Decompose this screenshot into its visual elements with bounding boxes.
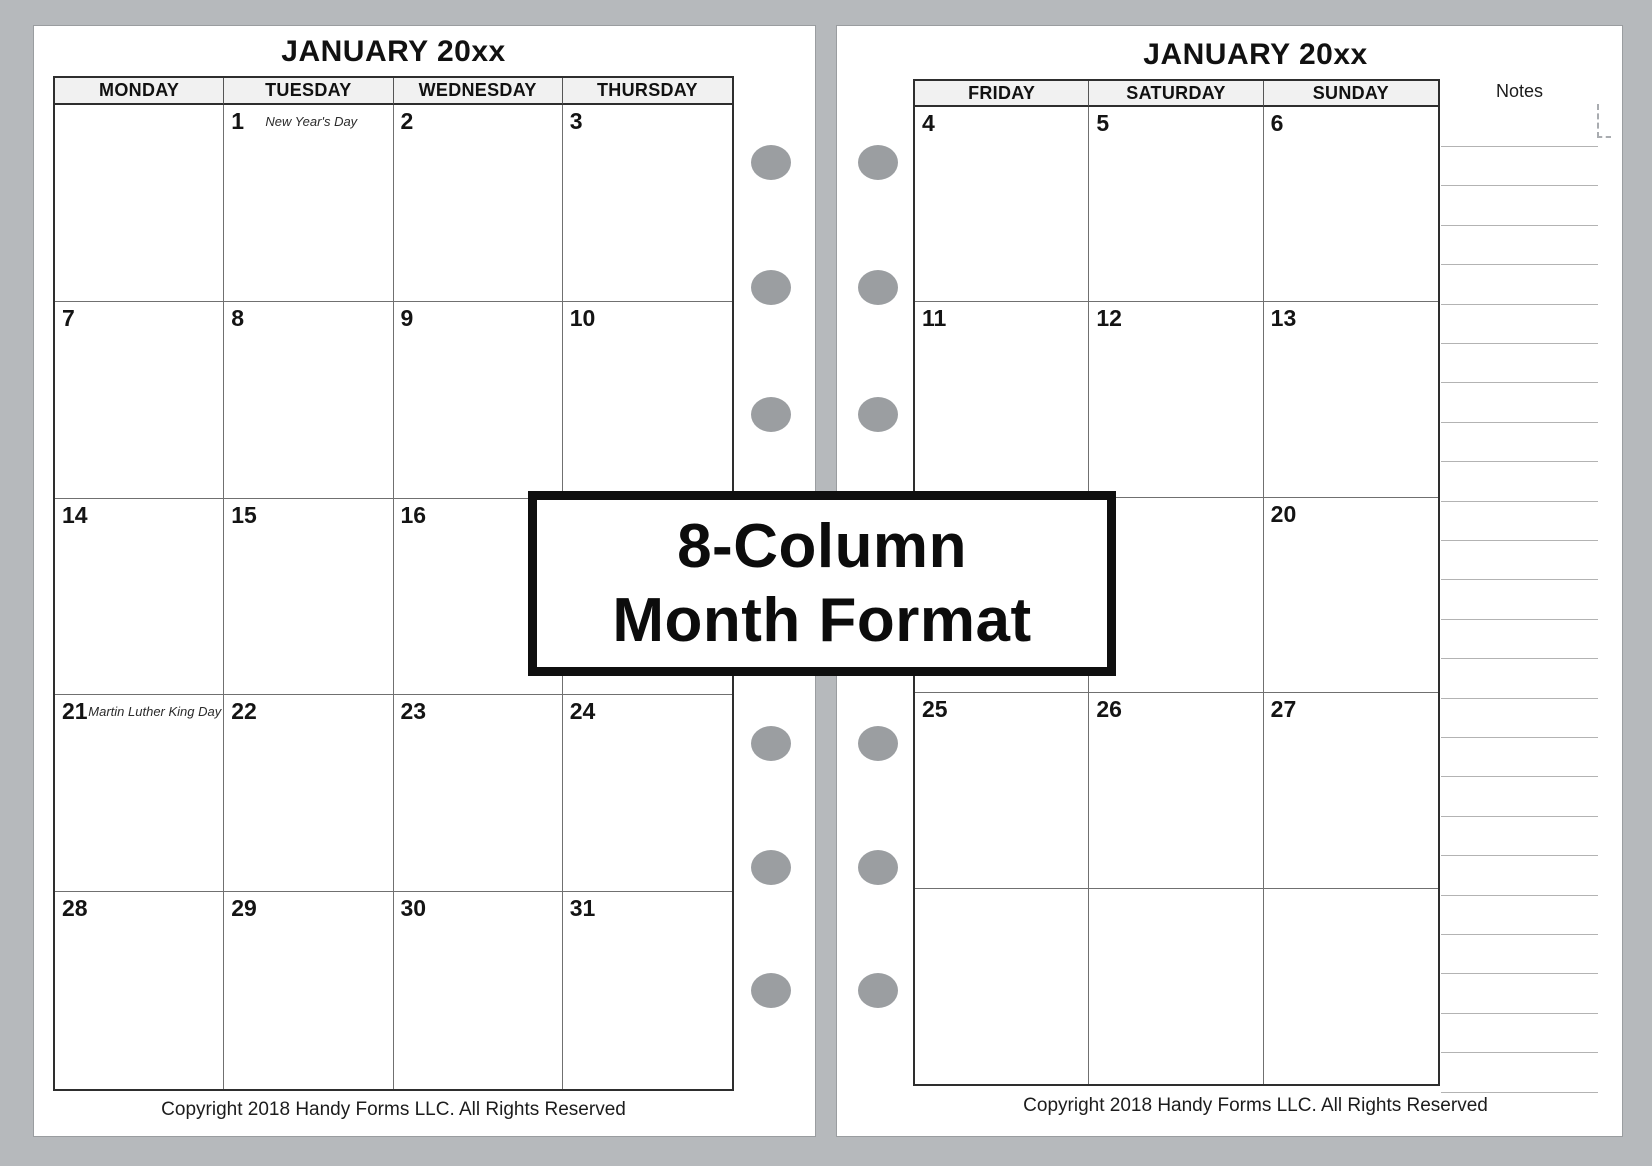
left-cell-28 [55, 892, 224, 1089]
binder-hole [858, 973, 898, 1008]
date-number: 8 [231, 304, 245, 331]
notes-line [1441, 146, 1598, 147]
date-number: 13 [1270, 305, 1297, 332]
notes-line [1441, 1013, 1598, 1014]
left-cell-30 [394, 892, 563, 1089]
right-cell-empty [1264, 889, 1438, 1084]
binder-hole [858, 145, 898, 180]
notes-line [1441, 422, 1598, 423]
date-number: 20 [1270, 500, 1297, 527]
left-cell-9 [394, 302, 563, 499]
left-cell-23 [394, 695, 563, 892]
date-number: 3 [569, 108, 583, 134]
right-page-title: JANUARY 20xx [1143, 38, 1368, 71]
holiday-label: New Year's Day [265, 114, 358, 129]
notes-line [1441, 264, 1598, 265]
date-number: 9 [400, 304, 414, 331]
day-header-monday: MONDAY [55, 78, 224, 105]
binder-hole [858, 397, 898, 432]
left-cell-21 [55, 695, 224, 892]
right-cell-20 [1264, 498, 1438, 693]
binder-hole [858, 726, 898, 761]
left-cell-3 [563, 105, 732, 302]
date-number: 25 [922, 696, 948, 723]
notes-line [1441, 973, 1598, 974]
left-cell-22 [224, 695, 393, 892]
right-cell-empty [915, 889, 1089, 1084]
date-number: 14 [62, 501, 88, 528]
date-number: 12 [1096, 305, 1122, 332]
binder-hole [751, 270, 791, 305]
date-number: 5 [1096, 110, 1110, 136]
format-badge-line1: 8-Column [677, 512, 967, 582]
corner-dash-mark [1597, 104, 1611, 138]
format-badge-line2: Month Format [612, 585, 1032, 655]
format-badge [528, 491, 1116, 676]
binder-hole [751, 973, 791, 1008]
date-number: 11 [922, 305, 947, 332]
notes-line [1441, 658, 1598, 659]
date-number: 7 [62, 304, 75, 331]
left-cell-7 [55, 302, 224, 499]
left-cell-15 [224, 499, 393, 696]
notes-line [1441, 343, 1598, 344]
date-number: 31 [569, 895, 596, 922]
binder-hole [858, 850, 898, 885]
left-cell-1 [224, 105, 393, 302]
left-cell-2 [394, 105, 563, 302]
notes-line [1441, 225, 1598, 226]
date-number: 22 [231, 698, 257, 725]
day-header-wednesday: WEDNESDAY [394, 78, 563, 105]
date-number: 1 [231, 108, 245, 134]
notes-line [1441, 737, 1598, 738]
left-page-title: JANUARY 20xx [281, 35, 506, 68]
date-number: 10 [569, 304, 596, 331]
date-number: 28 [62, 895, 88, 922]
notes-column-label: Notes [1495, 81, 1544, 101]
notes-line [1441, 501, 1598, 502]
binder-hole [751, 145, 791, 180]
binder-hole [751, 397, 791, 432]
right-cell-25 [915, 693, 1089, 888]
notes-line [1441, 895, 1598, 896]
date-number: 16 [400, 501, 427, 528]
right-cell-27 [1264, 693, 1438, 888]
left-copyright: Copyright 2018 Handy Forms LLC. All Rights Reserved [161, 1099, 626, 1120]
notes-line [1441, 855, 1598, 856]
right-cell-empty [1089, 889, 1263, 1084]
notes-line [1441, 185, 1598, 186]
binder-hole [751, 850, 791, 885]
date-number: 4 [922, 110, 935, 136]
date-number: 23 [400, 698, 427, 725]
notes-line [1441, 698, 1598, 699]
right-cell-11 [915, 302, 1089, 497]
day-header-tuesday: TUESDAY [224, 78, 393, 105]
left-cell-10 [563, 302, 732, 499]
left-cell-14 [55, 499, 224, 696]
date-number: 15 [231, 501, 257, 528]
right-cell-13 [1264, 302, 1438, 497]
notes-line [1441, 934, 1598, 935]
date-number: 24 [569, 698, 596, 725]
left-cell-24 [563, 695, 732, 892]
right-cell-5 [1089, 107, 1263, 302]
day-header-thursday: THURSDAY [563, 78, 732, 105]
right-cell-6 [1264, 107, 1438, 302]
day-header-sunday: SUNDAY [1264, 81, 1438, 107]
notes-line [1441, 461, 1598, 462]
notes-line [1441, 579, 1598, 580]
day-header-friday: FRIDAY [915, 81, 1089, 107]
notes-line [1441, 304, 1598, 305]
binder-hole [751, 726, 791, 761]
holiday-label: Martin Luther King Day [88, 704, 222, 720]
date-number: 29 [231, 895, 257, 922]
notes-line [1441, 619, 1598, 620]
date-number: 30 [400, 895, 427, 922]
left-cell-8 [224, 302, 393, 499]
notes-line [1441, 1092, 1598, 1093]
right-cell-12 [1089, 302, 1263, 497]
notes-line [1441, 1052, 1598, 1053]
binder-hole [858, 270, 898, 305]
date-number: 27 [1270, 696, 1297, 723]
date-number: 26 [1096, 696, 1122, 723]
notes-line [1441, 382, 1598, 383]
day-header-saturday: SATURDAY [1089, 81, 1263, 107]
right-cell-26 [1089, 693, 1263, 888]
left-cell-31 [563, 892, 732, 1089]
left-cell-29 [224, 892, 393, 1089]
notes-line [1441, 816, 1598, 817]
notes-line [1441, 776, 1598, 777]
right-cell-4 [915, 107, 1089, 302]
right-copyright: Copyright 2018 Handy Forms LLC. All Rights Reserved [1023, 1095, 1488, 1116]
notes-line [1441, 540, 1598, 541]
date-number: 21 [62, 698, 88, 725]
left-cell-empty [55, 105, 224, 302]
date-number: 2 [400, 108, 414, 134]
date-number: 6 [1270, 110, 1284, 136]
